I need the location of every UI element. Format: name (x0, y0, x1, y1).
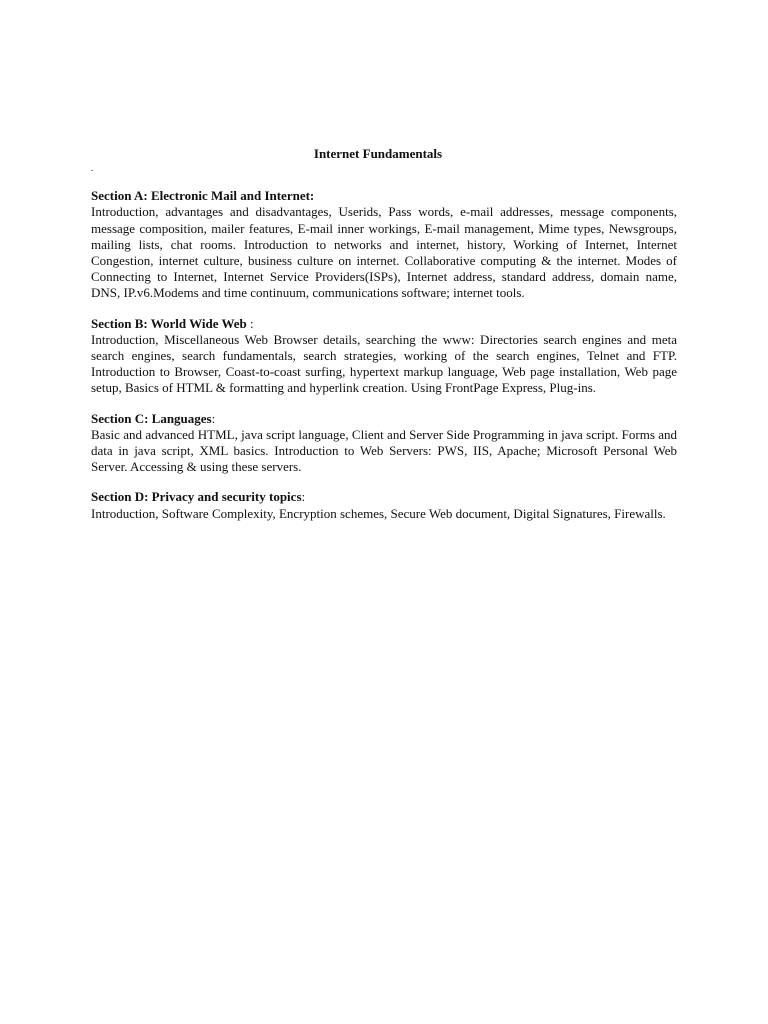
section-c (91, 411, 677, 476)
section-a (91, 188, 677, 301)
section-d-heading-suffix: : (301, 489, 306, 505)
section-a-heading-text: Section A: Electronic Mail and Internet: (91, 188, 315, 204)
section-d-body: Introduction, Software Complexity, Encryption schemes, Secure Web document, Digital Signatures, Firewalls. (91, 505, 666, 521)
section-a-body: Introduction, advantages and disadvantages, Userids, Pass words, e-mail addresses, message components, message composition, mailer features, E-mail inner workings, E-mail management, Mime types, Newsgroups, mailing lists, chat rooms. Introduction to networks and internet, history, Working of Internet, Internet Congestion, internet culture, business culture on internet. Collaborative computing & the internet. Modes of Connecting to Internet, Internet Service Providers(ISPs), Internet address, standard address, domain name, DNS, IP.v6.Modems and time continuum, communications software; internet tools. (91, 204, 677, 301)
section-b-body: Introduction, Miscellaneous Web Browser details, searching the www: Directories search engines and meta search engines, search fundamentals, search strategies, working of the search engines, Telnet and FTP. Introduction to Browser, Coast-to-coast surfing, hypertext markup language, Web page installation, Web page setup, Basics of HTML & formatting and hyperlink creation. Using FrontPage Express, Plug-ins. (91, 331, 677, 396)
section-d-heading (91, 489, 677, 505)
section-c-heading-suffix: : (211, 410, 216, 426)
section-b (91, 316, 677, 397)
stray-mark: . (91, 163, 94, 174)
section-b-heading (91, 316, 677, 332)
section-d-heading-text: Section D: Privacy and security topics (91, 489, 302, 505)
section-b-heading-text: Section B: World Wide Web (91, 315, 247, 331)
document-title: Internet Fundamentals (313, 146, 443, 161)
section-c-heading-text: Section C: Languages (91, 410, 212, 426)
section-d (91, 489, 677, 521)
section-c-body: Basic and advanced HTML, java script language, Client and Server Side Programming in java script. Forms and data in java script, XML basics. Introduction to Web Servers: PWS, IIS, Apache; Microsoft Personal Web Server. Accessing & using these servers. (91, 426, 677, 475)
document-page (91, 146, 677, 522)
section-b-heading-suffix: : (246, 315, 254, 331)
section-c-heading (91, 411, 677, 427)
section-a-heading (91, 188, 677, 204)
